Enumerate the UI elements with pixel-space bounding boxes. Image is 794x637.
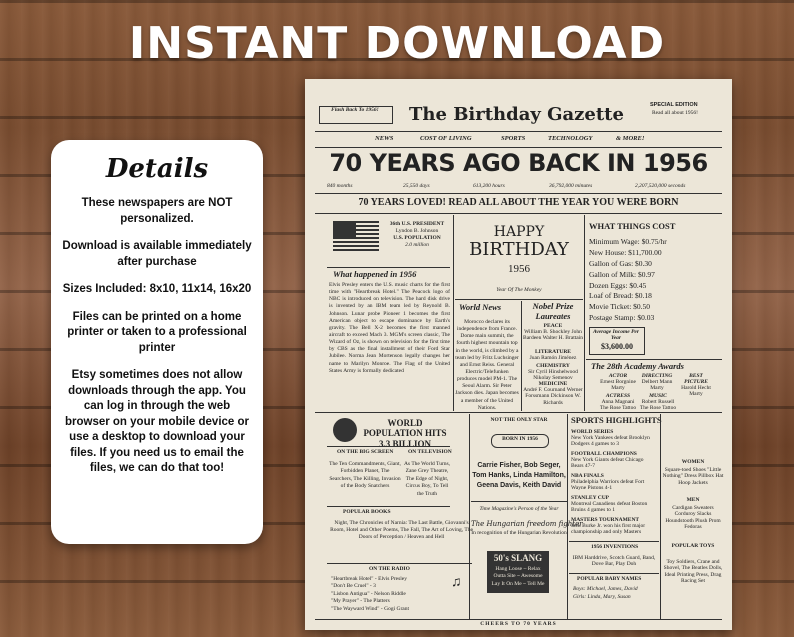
year-of-monkey: Year Of The Monkey — [496, 287, 542, 293]
newspaper-preview — [305, 79, 732, 630]
person-title: Time Magazine's Person of the Year — [479, 506, 559, 512]
president-label: 36th U.S. PRESIDENT — [389, 221, 445, 227]
academy-directing: DIRECTING — [641, 373, 673, 379]
women-body: Square-toed Shoes "Little Nothing" Dress Pillbox Hat Hoop Jackets — [662, 467, 724, 486]
things-cost-list — [589, 237, 667, 324]
inventions-title: 1956 INVENTIONS — [591, 544, 639, 550]
happened-body: Elvis Presley enters the U.S. music charts for the first time with "Heartbreak Hotel." The Peacock logo of NBC is introduced on television. The hard disk drive is invented by an IBM team led by Reynold B. Johnson. Lunar probe Pioneer 1 becomes the first American object to escape dominance by Earth's gravity. The Bell X-2 becomes the first manned aircraft to exceed Mach 3. MGM's screen classic, The Wizard of Oz, is shown on television for the first time by CBS as the final installment of their Ford Star Jubilee. Norma Jean Mortenson legally changes her name to Marilyn Monroe. The Flag of the United States Army is formally dedicated — [329, 282, 450, 374]
globe-icon — [333, 418, 357, 442]
footer-cheers: CHEERS TO 70 YEARS — [480, 621, 557, 627]
special-edition-sub: Read all about 1956! — [652, 110, 698, 116]
radio-list — [331, 576, 409, 613]
slang-title: 50's SLANG — [493, 553, 543, 563]
academy-music: MUSIC — [649, 393, 667, 399]
nobel-peace: PEACE — [543, 323, 563, 329]
inventions-body: IBM Harddrive, Scotch Guard, Band, Dove Bar, Play Doh — [572, 555, 656, 568]
tv-body: As The World Turns, Zane Grey Theatre, The Edge of Night, Circus Boy, To Tell the Truth — [403, 461, 451, 497]
nba-body: Philadelphia Warriors defeat Fort Wayne Pistons 4-1 — [571, 479, 645, 492]
academy-actress: ACTRESS — [605, 393, 631, 399]
baby-names-girls: Girls: Linda, Mary, Susan — [573, 594, 631, 600]
world-series-title: WORLD SERIES — [571, 429, 614, 435]
stat-months: 840 months — [327, 183, 353, 189]
cost-item: Dozen Eggs: $0.45 — [589, 280, 647, 290]
stanley-cup-title: STANLEY CUP — [571, 495, 610, 501]
person-name: The Hungarian freedom fighter — [471, 520, 583, 528]
academy-actor: ACTOR — [608, 373, 628, 379]
stanley-cup-body: Montreal Canadiens defeat Boston Bruins 4 games to 1 — [571, 501, 648, 514]
cost-item: Postage Stamp: $0.03 — [589, 313, 655, 323]
details-sizes: Sizes Included: 8x10, 11x14, 16x20 — [62, 283, 252, 296]
nav-cost-of-living: COST OF LIVING — [420, 135, 472, 142]
cost-item: Gallon of Milk: $0.97 — [589, 269, 655, 279]
nobel-title: Nobel Prize Laureates — [532, 301, 574, 321]
world-news-body: Morocco declares its independence from France. Dome main summit, the fourth highest mountain top in the world, is climbed by a team led by Fritz Luchsinger and Ernst Reiss. General Electric/Telefunken produces model PM-1. The Seoul Alarm. Sir Peter Jackson dies. Japan becomes a member of the United Nations. — [455, 319, 519, 411]
academy-best-picture: BEST PICTURE — [684, 373, 708, 386]
masthead-title: The Birthday Gazette — [409, 104, 624, 125]
population-label: U.S. POPULATION — [393, 235, 441, 241]
radio-item: "My Prayer" - The Platters — [331, 598, 390, 605]
academy-actor-winner: Ernest Borgnine Marty — [600, 379, 636, 392]
slang-item: Hang Loose ~ Relax — [495, 566, 541, 572]
radio-title: ON THE RADIO — [369, 566, 410, 572]
music-note-icon: ♫ — [451, 575, 462, 590]
population-value: 2.0 million — [405, 242, 429, 248]
cost-item: Minimum Wage: $0.75/hr — [589, 237, 667, 246]
details-printing: Files can be printed on a home printer or taken to a professional printer — [67, 310, 247, 354]
football-title: FOOTBALL CHAMPIONS — [571, 451, 637, 457]
toys-body: Toy Soldiers, Crane and Shovel, The Beatles Dolls, Ideal Printing Press, Drag Racing Set — [663, 559, 723, 584]
nobel-medicine-winners: André F. Cournand Werner Forssmann Dickinson W. Richards — [523, 387, 583, 406]
women-title: WOMEN — [681, 459, 705, 465]
things-cost-title: WHAT THINGS COST — [589, 221, 676, 231]
big-screen-body: The Ten Commandments, Giant, Forbidden Planet, The Searchers, The Killing, Invasion of the Body Snatchers — [329, 461, 401, 490]
academy-actress-winner: Anna Magnani The Rose Tattoo — [599, 399, 637, 412]
nba-title: NBA FINALS — [571, 473, 604, 479]
nobel-literature-winners: Juan Ramón Jiménez — [529, 355, 577, 361]
income-label: Average Income Per Year — [592, 329, 640, 342]
academy-title: The 28th Academy Awards — [591, 361, 684, 371]
nobel-chemistry: CHEMISTRY — [536, 363, 570, 369]
academy-music-winner: Robert Russell The Rose Tattoo — [639, 399, 677, 412]
stat-seconds: 2,207,520,000 seconds — [635, 183, 686, 189]
radio-item: "Heartbreak Hotel" - Elvis Presley — [331, 576, 407, 582]
masters-body: Jack Burke Jr. won his first major championship and only Masters — [571, 523, 646, 536]
details-etsy-note: Etsy sometimes does not allow downloads through the app. You can log in through the web browser on your mobile device or use a desktop to download your files. If you need us to email the files, we can do that too! — [64, 369, 250, 475]
nav-news: NEWS — [375, 135, 394, 142]
baby-names-title: POPULAR BABY NAMES — [577, 576, 642, 582]
toys-title: POPULAR TOYS — [671, 543, 715, 549]
stat-hours: 613,200 hours — [473, 183, 505, 189]
flash-back-label: Flash Back To 1956! — [331, 107, 379, 113]
nav-technology: TECHNOLOGY — [548, 135, 593, 142]
nobel-literature: LITERATURE — [535, 349, 571, 355]
population-headline: WORLD POPULATION HITS 3.3 BILLION — [363, 418, 447, 449]
birthday-label: BIRTHDAY — [469, 239, 569, 260]
nobel-chemistry-winners: Sir Cyril Hinshelwood Nikolay Semenov — [528, 369, 578, 382]
birthday-year: 1956 — [508, 263, 530, 275]
main-headline: 70 YEARS AGO BACK IN 1956 — [329, 149, 708, 177]
born-title: BORN IN 1956 — [502, 436, 538, 442]
cost-item: Gallon of Gas: $0.30 — [589, 258, 652, 268]
baby-names-boys: Boys: Michael, James, David — [573, 586, 638, 592]
masters-title: MASTERS TOURNAMENT — [571, 517, 640, 523]
happened-title: What happened in 1956 — [333, 269, 417, 279]
cost-item: Movie Ticket: $0.50 — [589, 302, 651, 312]
slang-item: Lay It On Me ~ Tell Me — [491, 580, 545, 587]
tv-title: ON TELEVISION — [408, 449, 452, 455]
radio-item: "Lisbon Antigua" - Nelson Riddle — [331, 590, 406, 597]
details-download: Download is available immediately after purchase — [62, 240, 252, 268]
academy-directing-winner: Delbert Mann Marty — [641, 379, 673, 392]
big-screen-title: ON THE BIG SCREEN — [337, 449, 394, 455]
stat-minutes: 36,792,000 minutes — [549, 183, 593, 189]
world-news-title: World News — [459, 302, 502, 312]
men-body: Cardigan Sweaters Corduroy Slacks Houndstooth Plush Prom Fedoras — [665, 505, 721, 530]
nobel-peace-winners: William B. Shockley John Bardeen Walter H. Brattain — [523, 329, 583, 342]
popular-books-title: POPULAR BOOKS — [343, 509, 391, 515]
president-name: Lyndon B. Johnson — [395, 228, 439, 234]
stat-days: 25,550 days — [403, 183, 430, 189]
world-series-body: New York Yankees defeat Brooklyn Dodgers 4 games to 3 — [571, 435, 650, 448]
slang-list — [487, 566, 549, 588]
born-names: Carrie Fisher, Bob Seger, Tom Hanks, Linda Hamilton, Geena Davis, Keith David — [472, 462, 566, 489]
income-value: $3,600.00 — [601, 342, 633, 351]
only-star-label: NOT THE ONLY STAR — [490, 417, 548, 423]
nobel-medicine: MEDICINE — [538, 381, 568, 387]
cost-item: Loaf of Bread: $0.18 — [589, 291, 652, 301]
sports-title: SPORTS HIGHLIGHTS — [571, 415, 662, 425]
happy-label: HAPPY — [493, 224, 545, 240]
football-body: New York Giants defeat Chicago Bears 47-7 — [571, 457, 644, 470]
nav-sports: SPORTS — [501, 135, 526, 142]
nav-more: & MORE! — [616, 135, 645, 142]
us-flag-icon — [333, 221, 379, 251]
men-title: MEN — [686, 497, 700, 503]
cost-item: New House: $11,700.00 — [589, 247, 662, 257]
details-personalized: These newspapers are NOT personalized. — [81, 197, 233, 225]
person-body: In recognition of the Hungarian Revolution — [471, 530, 567, 536]
instant-download-banner: INSTANT DOWNLOAD — [128, 18, 666, 69]
slang-item: Outta Site ~ Awesome — [493, 573, 543, 580]
details-title: Details — [105, 154, 209, 184]
radio-item: "The Wayward Wind" - Gogi Grant — [331, 605, 410, 612]
radio-item: "Don't Be Cruel" - 3 — [331, 583, 376, 590]
popular-books-body: Night, The Chronicles of Narnia: The Last Battle, Giovanni's Room, Hotel and Other Poems, The Fall, The Art of Loving, The Doors of Perception / Heaven and Hell — [330, 520, 473, 541]
details-card — [51, 140, 263, 544]
academy-best-picture-winner: Harold Hecht Marty — [681, 385, 711, 398]
special-edition: SPECIAL EDITION — [650, 102, 698, 108]
subhead: 70 YEARS LOVED! READ ALL ABOUT THE YEAR YOU WERE BORN — [358, 197, 679, 208]
